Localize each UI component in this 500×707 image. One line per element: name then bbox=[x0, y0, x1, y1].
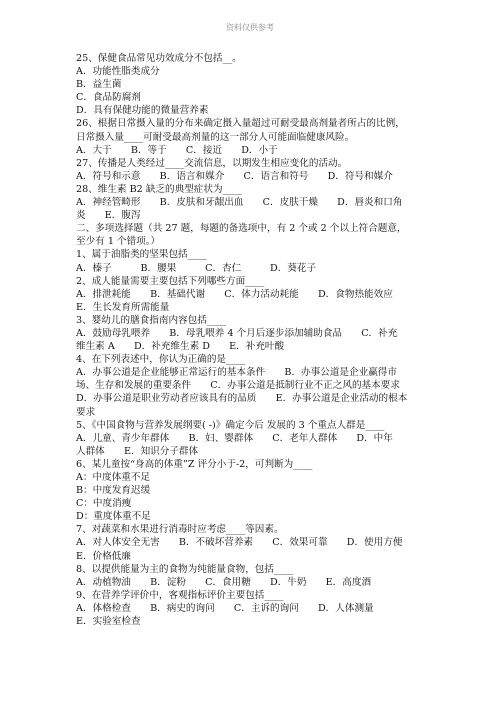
question-m1: 1、属于油脂类的坚果包括____ bbox=[76, 249, 207, 261]
option-line: B．益生菌 bbox=[76, 79, 122, 91]
option-line: A．儿童、青少年群体 B．妇、婴群体 C．老年人群体 D．中年 bbox=[76, 432, 393, 444]
question-m5: 5、《中国食物与营养发展纲要( -)》确定今后 发展的 3 个重点人群是____ bbox=[76, 419, 385, 431]
option-line: D．办事公道是职业劳动者应该具有的品质 E．办事公道是企业活动的根本 bbox=[76, 393, 408, 405]
option-line: E．生长发育所需能量 bbox=[76, 301, 170, 313]
option-line: C：中度消瘦 bbox=[76, 498, 132, 510]
option-line: C．食品防腐剂 bbox=[76, 92, 141, 104]
question-m6: 6、某儿童按“身高的体重”Z 评分小于-2，可判断为____ bbox=[76, 458, 313, 470]
option-line: E．价格低廉 bbox=[76, 550, 131, 562]
option-line: A．大于 B．等于 C．接近 D．小于 bbox=[76, 144, 278, 156]
question-28: 28、维生素 B2 缺乏的典型症状为____ bbox=[76, 183, 242, 195]
option-line: A．神经管畸形 B．皮肤和牙龈出血 C．皮肤干燥 D．唇炎和口角 bbox=[76, 197, 403, 209]
question-m3: 3、婴幼儿的膳食指南内容包括____ bbox=[76, 314, 227, 326]
option-line: A．体格检查 B．病史的询问 C．主诉的询问 D．人体测量 bbox=[76, 602, 374, 614]
option-line: 场、生存和发展的重要条件 C．办事公道是抵制行业不正之风的基本要求 bbox=[76, 380, 400, 392]
option-line: 维生素 A D．补充维生素 D E．补充叶酸 bbox=[76, 341, 285, 353]
option-line: D．具有保健功能的微量营养素 bbox=[76, 105, 209, 117]
question-m8: 8、以提供能量为主的食物为纯能量食物，包括____ bbox=[76, 563, 294, 575]
option-line: A．功能性脂类成分 bbox=[76, 66, 160, 78]
section-heading-cont: 至少有 1 个错项。） bbox=[76, 236, 161, 248]
document-body bbox=[76, 52, 434, 628]
option-line: D：重度体重不足 bbox=[76, 511, 151, 523]
option-line: B：中度发育迟缓 bbox=[76, 485, 151, 497]
option-line: 人群体 E．知识分子群体 bbox=[76, 445, 199, 457]
option-line: 炎 E．腹泻 bbox=[76, 210, 141, 222]
question-26-cont: 日常摄入量____可耐受最高剂量的这一部分人可能面临健康风险。 bbox=[76, 131, 355, 143]
option-line: A：中度体重不足 bbox=[76, 472, 151, 483]
question-m7: 7、对蔬菜和水果进行消毒时应考虑____等因素。 bbox=[76, 524, 284, 536]
option-line: A．动植物油 B．淀粉 C．食用糖 D．牛奶 E．高度酒 bbox=[76, 576, 372, 588]
question-25: 25、保健食品常见功效成分不包括__。 bbox=[76, 53, 242, 64]
question-m9: 9、在营养学评价中，客观指标评价主要包括____ bbox=[76, 589, 284, 601]
option-line: A．符号和示意 B．语言和媒介 C．语言和符号 D．符号和媒介 bbox=[76, 170, 393, 182]
option-line: A．办事公道是企业能够正常运行的基本条件 B．办事公道是企业赢得市 bbox=[76, 367, 397, 379]
question-m4: 4、在下列表述中，你认为正确的是____ bbox=[76, 354, 246, 366]
question-26: 26、根据日常摄入量的分布来确定摄入量超过可耐受最高剂量者所占的比例， bbox=[76, 118, 405, 130]
option-line: A．排泄耗能 B．基础代谢 C．体力活动耗能 D．食物热能效应 bbox=[76, 288, 393, 300]
option-line: E．实验室检查 bbox=[76, 616, 141, 628]
option-line: A．榛子 B．腰果 C．杏仁 D．葵花子 bbox=[76, 262, 317, 274]
option-line: 要求 bbox=[76, 406, 96, 418]
page-header: 资料仅供参考 bbox=[226, 23, 274, 32]
question-27: 27、传播是人类经过____交流信息，以期发生相应变化的活动。 bbox=[76, 157, 348, 169]
question-m2: 2、成人能量需要主要包括下列哪些方面____ bbox=[76, 275, 265, 287]
option-line: A．对人体安全无害 B．不破坏营养素 C．效果可靠 D．使用方便 bbox=[76, 537, 403, 549]
section-heading: 二、多项选择题（共 27 题，每题的备选项中，有 2 个或 2 个以上符合题意， bbox=[76, 223, 407, 235]
option-line: A．鼓励母乳喂养 B．母乳喂养 4 个月后逐步添加辅助食品 C．补充 bbox=[76, 327, 398, 339]
